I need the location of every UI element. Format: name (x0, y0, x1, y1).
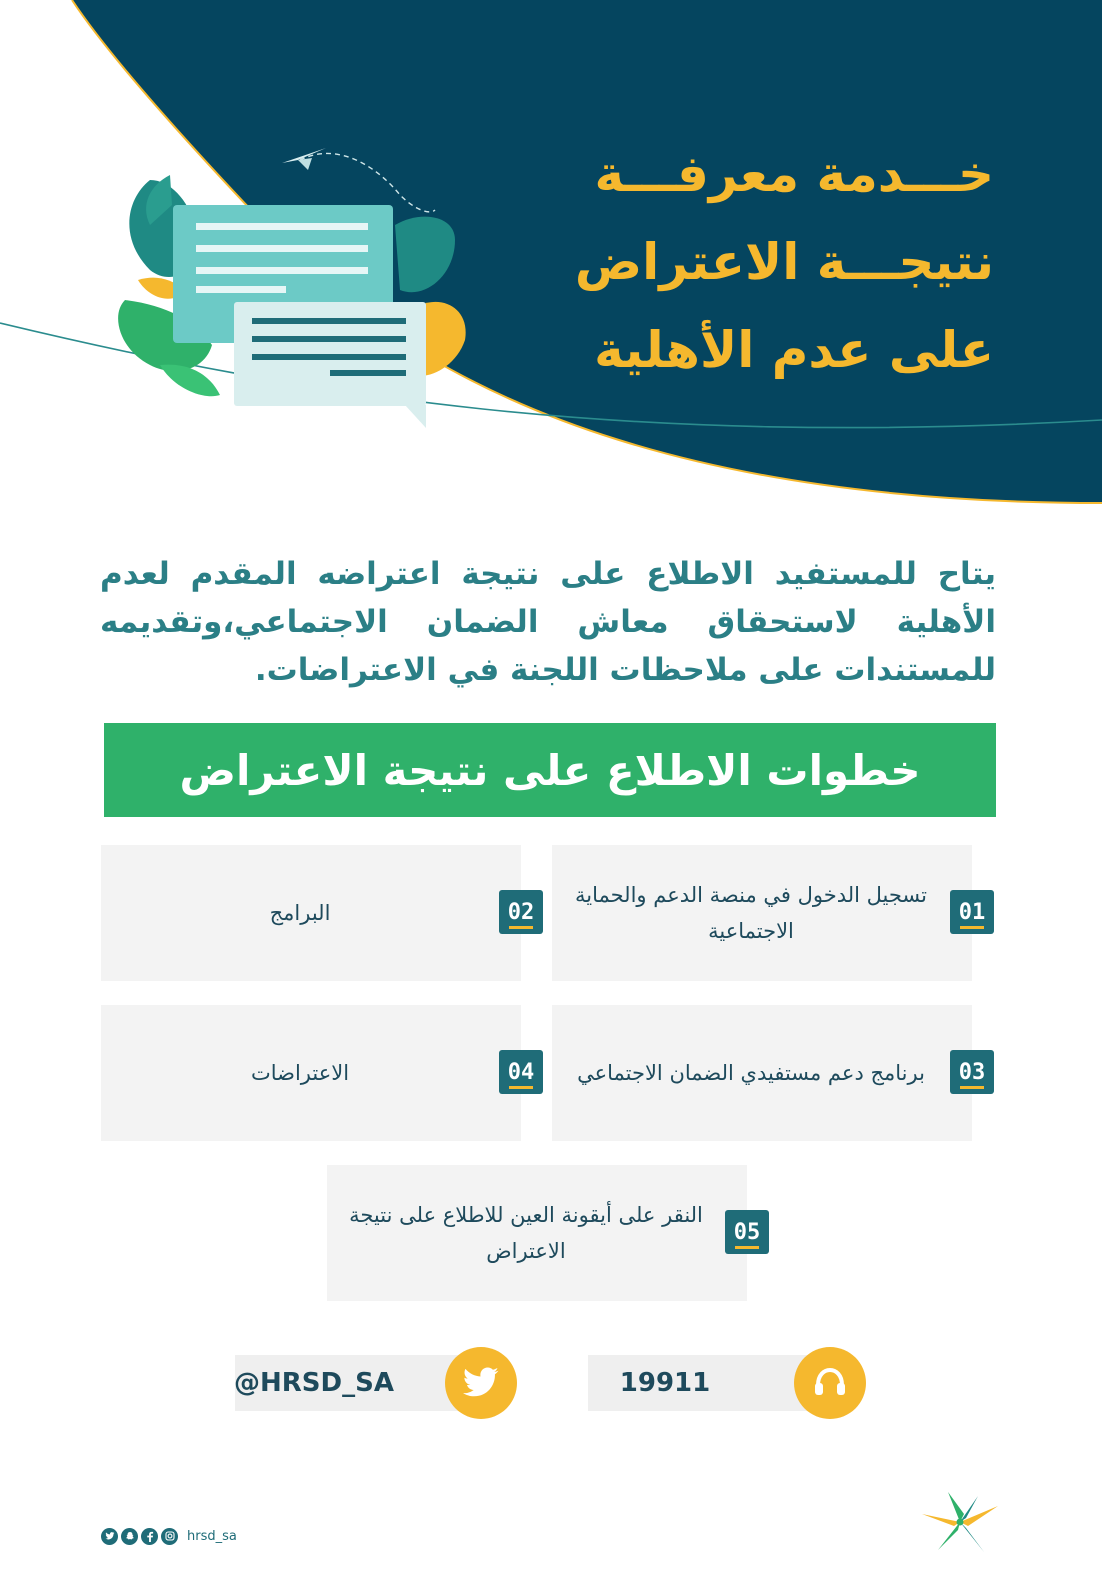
phone-contact (588, 1355, 832, 1411)
headset-icon (794, 1347, 866, 1419)
step-card-02 (101, 845, 535, 981)
title-line-2: نتيجـــة الاعتراض (574, 233, 994, 291)
intro-paragraph: يتاح للمستفيد الاطلاع على نتيجة اعتراضه المقدم لعدم الأهلية لاستحقاق معاش الضمان الاجتماعي،وتقديمه للمستندات على ملاحظات اللجنة في الاعتراضات. (100, 556, 996, 688)
page-title (474, 130, 994, 394)
step-text: النقر على أيقونة العين للاطلاع على نتيجة الاعتراض (349, 1203, 703, 1263)
step-card-04 (101, 1005, 535, 1141)
twitter-icon (445, 1347, 517, 1419)
facebook-icon[interactable] (141, 1528, 158, 1545)
step-number-badge: 01 (950, 890, 994, 934)
steps-banner (104, 723, 996, 817)
ministry-logo (918, 1488, 1002, 1556)
step-number-badge: 04 (499, 1050, 543, 1094)
twitter-icon[interactable] (101, 1528, 118, 1545)
step-number-badge: 05 (725, 1210, 769, 1254)
step-card-03 (552, 1005, 986, 1141)
step-text: برنامج دعم مستفيدي الضمان الاجتماعي (577, 1061, 925, 1085)
step-card-05 (327, 1165, 761, 1301)
step-number-badge: 03 (950, 1050, 994, 1094)
phone-number[interactable]: 19911 (619, 1368, 711, 1398)
step-text: الاعتراضات (250, 1061, 350, 1085)
title-line-3: على عدم الأهلية (594, 321, 994, 379)
snapchat-icon[interactable] (121, 1528, 138, 1545)
instagram-icon[interactable] (161, 1528, 178, 1545)
footer-handle[interactable]: hrsd_sa (187, 1528, 237, 1544)
twitter-contact (235, 1355, 483, 1411)
steps-banner-label: خطوات الاطلاع على نتيجة الاعتراض (179, 745, 921, 795)
twitter-handle[interactable]: @HRSD_SA (234, 1368, 394, 1398)
step-text: البرامج (269, 901, 331, 925)
title-line-1: خـــدمة معرفـــة (594, 145, 994, 203)
footer-social (101, 1525, 237, 1547)
step-card-01 (552, 845, 986, 981)
step-number-badge: 02 (499, 890, 543, 934)
step-text: تسجيل الدخول في منصة الدعم والحماية الاجتماعية (574, 883, 928, 943)
